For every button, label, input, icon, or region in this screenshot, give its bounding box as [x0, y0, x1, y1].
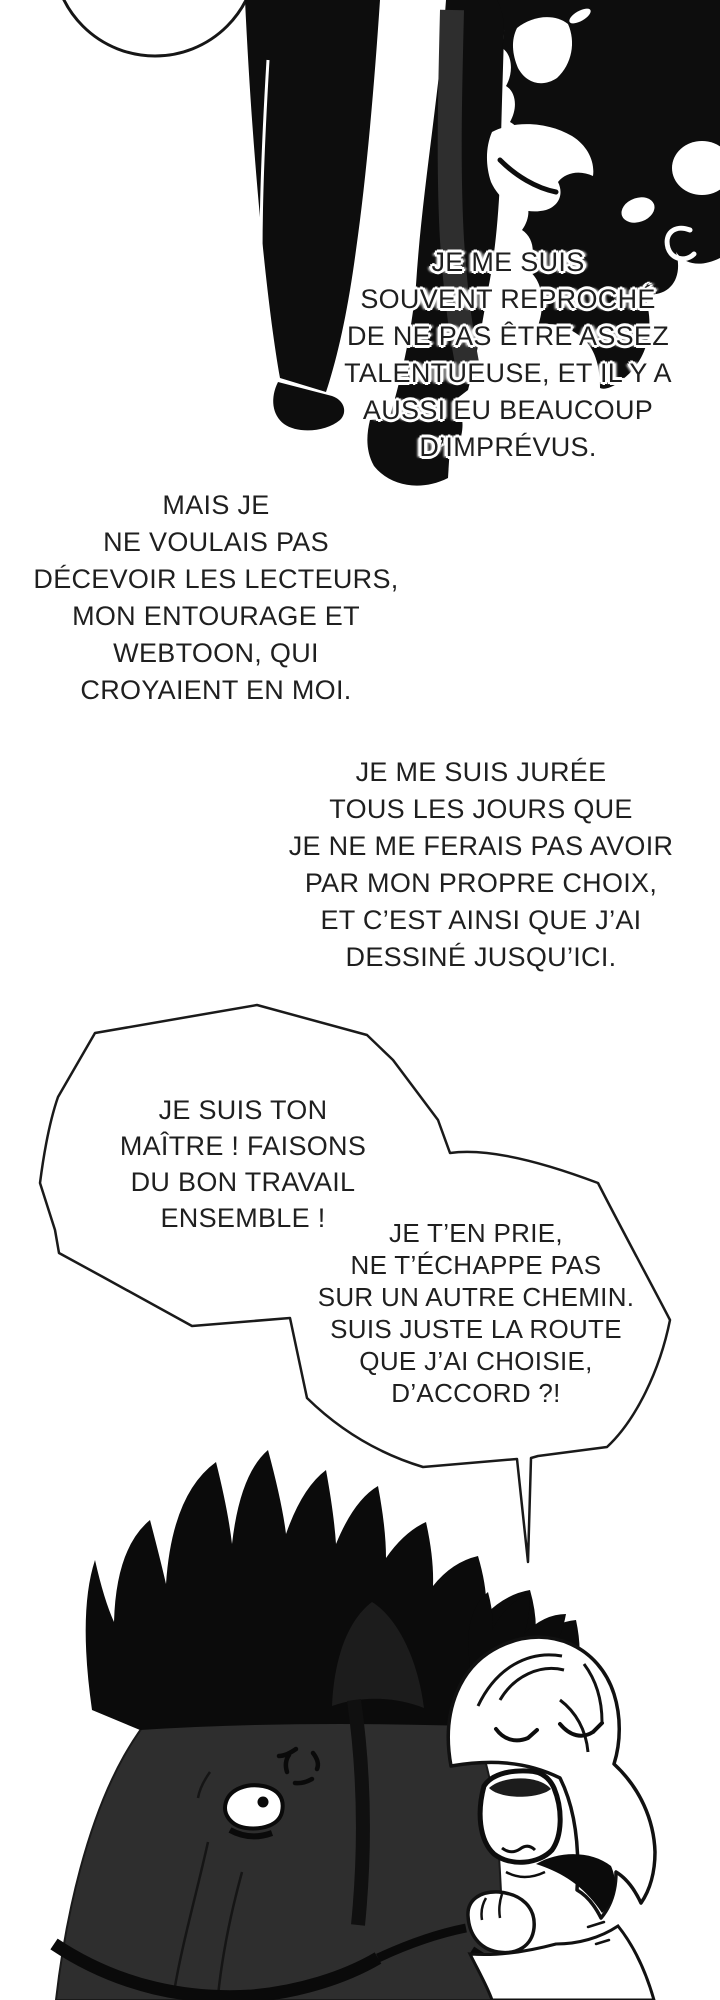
text-line: DESSINÉ JUSQU’ICI.: [345, 942, 617, 972]
text-line: JE SUIS TON: [158, 1095, 328, 1125]
girl-collar: [536, 1854, 615, 1913]
text-line: WEBTOON, QUI: [113, 638, 319, 668]
text-line: PAR MON PROPRE CHOIX,: [304, 868, 658, 898]
text-line: NE T’ÉCHAPPE PAS: [350, 1250, 602, 1280]
text-line: DU BON TRAVAIL: [130, 1167, 356, 1197]
text-line: DÉCEVOIR LES LECTEURS,: [33, 564, 399, 594]
text-line: ENSEMBLE !: [160, 1203, 326, 1233]
text-line: ET C’EST AINSI QUE J’AI: [320, 905, 642, 935]
narration-block-2: [33, 487, 398, 709]
text-line: JE ME SUIS: [431, 247, 585, 277]
text-line: D’ACCORD ?!: [391, 1378, 561, 1408]
text-line: MAÎTRE ! FAISONS: [119, 1131, 367, 1161]
text-line: DE NE PAS ÊTRE ASSEZ: [346, 321, 670, 351]
horse-eye-pupil: [258, 1797, 269, 1808]
text-line: D’IMPRÉVUS.: [419, 432, 597, 462]
horse-front-hoof: [273, 382, 344, 430]
speech-bubble-1-text: [120, 1092, 366, 1236]
text-line: AUSSI EU BEAUCOUP: [362, 395, 654, 425]
girl-chin-line: [506, 1872, 545, 1877]
text-line: QUE J’AI CHOISIE,: [359, 1346, 593, 1376]
text-line: JE NE ME FERAIS PAS AVOIR: [288, 831, 674, 861]
partial-bubble-circle: [53, 0, 257, 56]
narration-block-3: [289, 754, 674, 976]
text-line: JE T’EN PRIE,: [389, 1218, 563, 1248]
girl-character: [448, 1592, 655, 2000]
text-line: TOUS LES JOURS QUE: [329, 794, 633, 824]
horse-head-scene: [54, 1450, 655, 2000]
text-line: SUR UN AUTRE CHEMIN.: [317, 1282, 635, 1312]
text-line: SUIS JUSTE LA ROUTE: [330, 1314, 622, 1344]
horse-eye: [225, 1785, 283, 1828]
text-line: JE ME SUIS JURÉE: [355, 757, 607, 787]
narration-block-1: [344, 244, 672, 466]
text-line: CROYAIENT EN MOI.: [80, 675, 352, 705]
text-line: NE VOULAIS PAS: [103, 527, 329, 557]
speech-bubble-2-text: [318, 1217, 635, 1409]
text-line: MAIS JE: [162, 490, 270, 520]
text-line: TALENTUEUSE, ET IL Y A: [344, 358, 672, 388]
text-line: MON ENTOURAGE ET: [72, 601, 360, 631]
text-line: SOUVENT REPROCHÉ: [360, 284, 656, 314]
